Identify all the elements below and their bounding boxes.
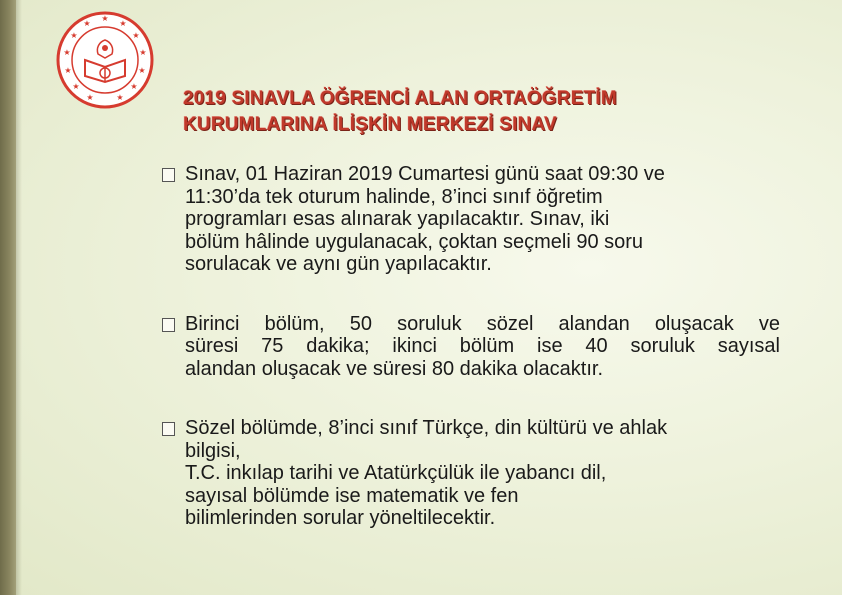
svg-text:★: ★: [132, 31, 140, 40]
bullet-line: sayısal bölümde ise matematik ve fen: [185, 484, 519, 507]
bullet-box-icon: [162, 422, 175, 436]
bullet-line: Birinci bölüm, 50 soruluk sözel alandan oluşacak ve: [185, 312, 780, 335]
bullet-box-icon: [162, 318, 175, 332]
svg-text:★: ★: [139, 48, 147, 57]
bullet-line: bölüm hâlinde uygulanacak, çoktan seçmeli 90 soru: [185, 230, 644, 253]
svg-text:★: ★: [72, 82, 80, 91]
svg-text:★: ★: [119, 19, 127, 28]
bullet-box-icon: [162, 168, 175, 182]
bullet-line: alandan oluşacak ve süresi 80 dakika olacaktır.: [185, 357, 604, 380]
svg-text:★: ★: [130, 82, 138, 91]
bullet-line: bilimlerinden sorular yöneltilecektir.: [185, 507, 496, 529]
bullet-line: süresi 75 dakika; ikinci bölüm ise 40 soruluk sayısal: [185, 335, 780, 357]
svg-text:★: ★: [101, 14, 109, 23]
bullet-line: T.C. inkılap tarihi ve Atatürkçülük ile yabancı dil,: [185, 462, 607, 484]
meb-logo-icon: [55, 10, 155, 110]
bullet-line: Sözel bölümde, 8’inci sınıf Türkçe, din kültürü ve ahlak: [185, 417, 668, 439]
title-line-2: KURUMLARINA İLİŞKİN MERKEZİ SINAV: [183, 114, 557, 135]
svg-text:★: ★: [83, 19, 91, 28]
title-line-1: 2019 SINAVLA ÖĞRENCİ ALAN ORTAÖĞRETİM: [183, 88, 617, 109]
left-accent-shadow: [16, 0, 22, 595]
bullet-item-exam-date: [160, 163, 780, 276]
svg-text:★: ★: [86, 93, 94, 102]
bullet-item-sections: [160, 313, 780, 381]
bullet-list: [160, 163, 780, 530]
svg-text:★: ★: [70, 31, 78, 40]
bullet-line: Sınav, 01 Haziran 2019 Cumartesi günü saat 09:30 ve: [185, 163, 665, 185]
left-accent-bar: [0, 0, 16, 595]
bullet-line: programları esas alınarak yapılacaktır. Sınav, iki: [185, 208, 610, 230]
svg-text:★: ★: [63, 48, 71, 57]
svg-text:★: ★: [116, 93, 124, 102]
bullet-item-subjects: [160, 417, 780, 530]
bullet-line: 11:30’da tek oturum halinde, 8’inci sınıf öğretim: [185, 185, 603, 208]
svg-text:★: ★: [64, 66, 72, 75]
svg-text:★: ★: [138, 66, 146, 75]
page-title: [183, 86, 803, 138]
bullet-line: sorulacak ve aynı gün yapılacaktır.: [185, 253, 492, 275]
bullet-line: bilgisi,: [185, 439, 241, 462]
